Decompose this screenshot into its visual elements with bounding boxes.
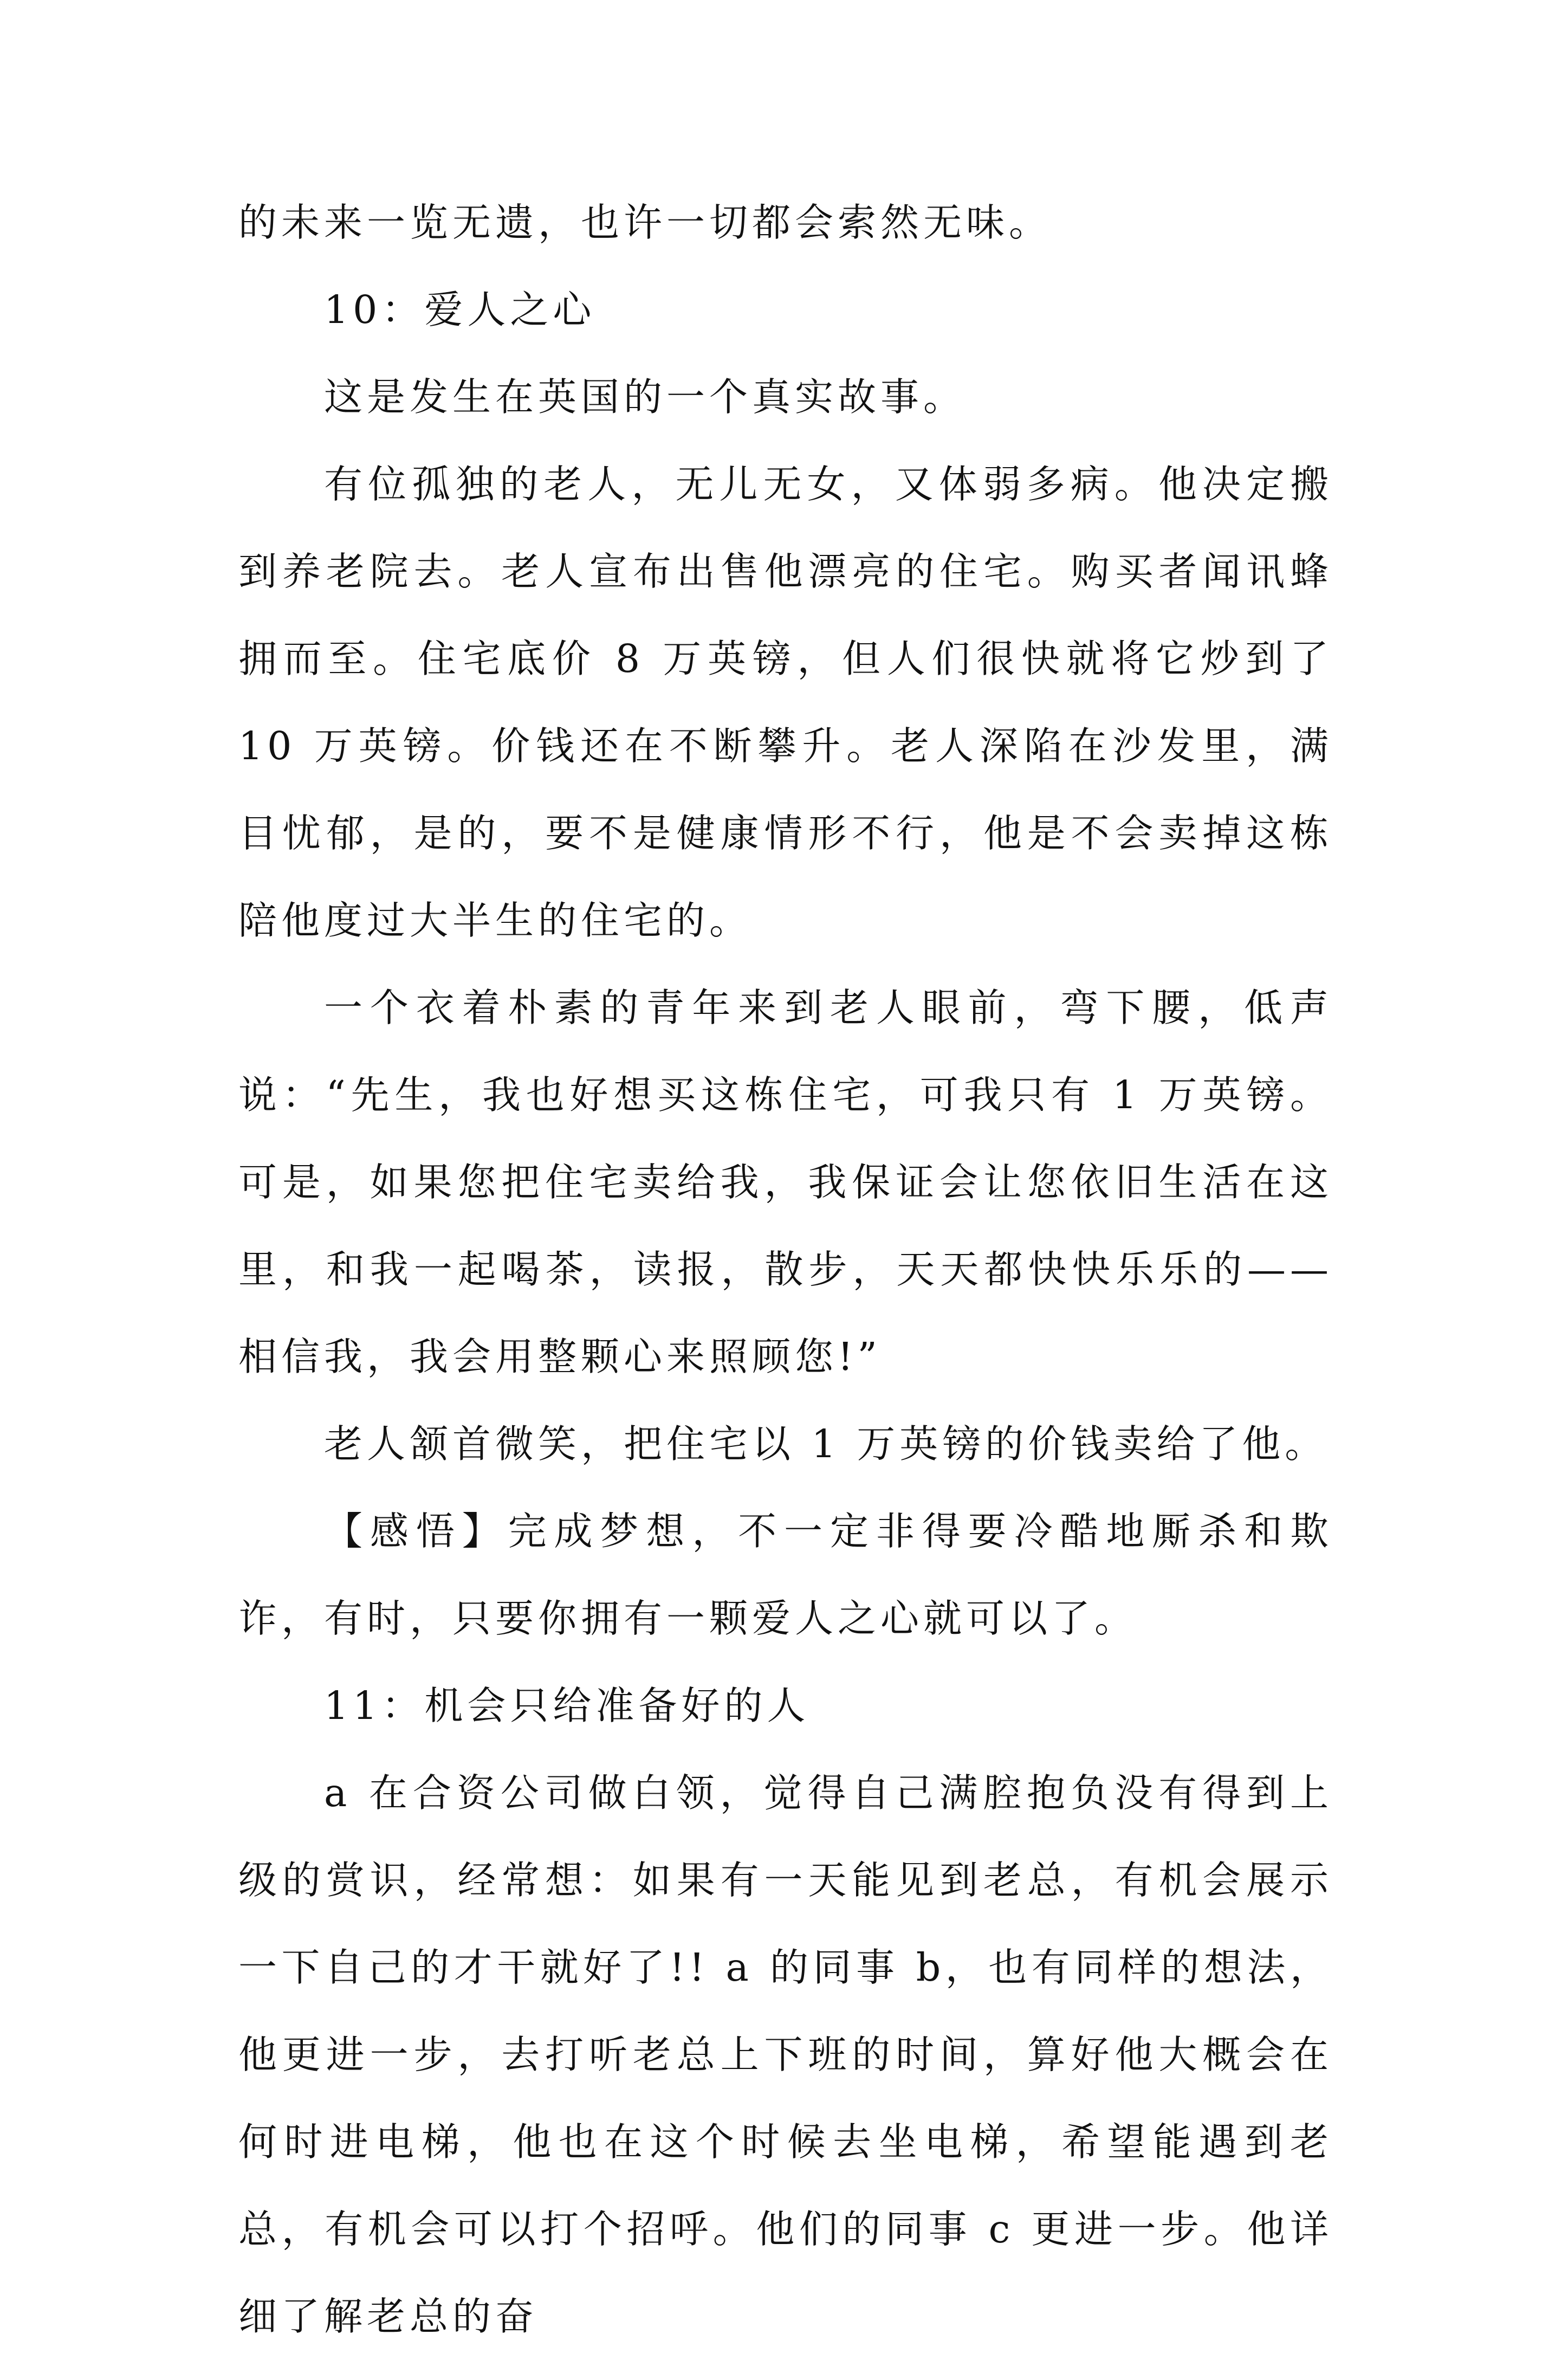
paragraph: a 在合资公司做白领，觉得自己满腔抱负没有得到上级的赏识，经常想：如果有一天能见到老总，有机会展示一下自己的才干就好了!! a 的同事 b，也有同样的想法，他更进一步，去打听老总上下班的时间，算好他大概会在何时进电梯，他也在这个时候去坐电梯，希望能遇到老总，有机会可以打个招呼。他们的同事 c 更进一步。他详细了解老总的奋 — [238, 1770, 1333, 2339]
paragraph: 的未来一览无遗，也许一切都会索然无味。 — [238, 200, 1052, 245]
paragraph: 老人颔首微笑，把住宅以 1 万英镑的价钱卖给了他。 — [324, 1421, 1328, 1466]
paragraph: 有位孤独的老人，无儿无女，又体弱多病。他决定搬到养老院去。老人宣布出售他漂亮的住宅。购买者闻讯蜂拥而至。住宅底价 8 万英镑，但人们很快就将它炒到了 10 万英镑。价钱还在不断攀升。老人深陷在沙发里，满目忧郁，是的，要不是健康情形不行，他是不会卖掉这栋陪他度过大半生的住宅的。 — [238, 462, 1333, 943]
section-heading-11: 11：机会只给准备好的人 — [324, 1683, 810, 1728]
section-heading-10: 10：爱人之心 — [324, 287, 596, 332]
paragraph: 这是发生在英国的一个真实故事。 — [324, 374, 967, 419]
paragraph: 【感悟】完成梦想，不一定非得要冷酷地厮杀和欺诈，有时，只要你拥有一颗爱人之心就可以了。 — [238, 1509, 1333, 1641]
document-body — [238, 179, 1333, 2360]
paragraph: 一个衣着朴素的青年来到老人眼前，弯下腰，低声说：“先生，我也好想买这栋住宅，可我只有 1 万英镑。可是，如果您把住宅卖给我，我保证会让您依旧生活在这里，和我一起喝茶，读报，散步，天天都快快乐乐的——相信我，我会用整颗心来照顾您!” — [238, 985, 1333, 1379]
